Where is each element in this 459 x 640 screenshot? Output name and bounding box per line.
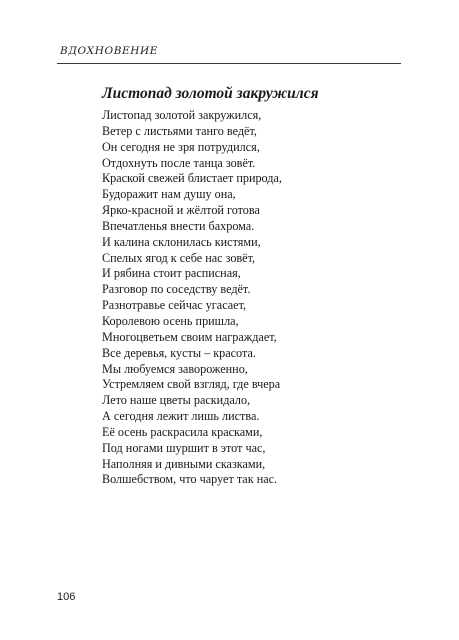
poem-line: Наполняя и дивными сказками, — [102, 456, 266, 471]
poem-line: И рябина стоит расписная, — [102, 266, 241, 281]
poem-line: Он сегодня не зря потрудился, — [102, 139, 260, 154]
poem-line: Мы любуемся завороженно, — [102, 361, 248, 376]
poem-line: Под ногами шуршит в этот час, — [102, 440, 266, 455]
header-rule — [57, 63, 401, 64]
poem-line: Краской свежей блистает природа, — [102, 171, 282, 186]
poem-line: Устремляем свой взгляд, где вчера — [102, 377, 281, 392]
poem-line: Листопад золотой закружился, — [102, 108, 262, 122]
poem-line: Все деревья, кусты – красота. — [102, 345, 256, 360]
poem-line: Отдохнуть после танца зовёт. — [102, 155, 256, 170]
poem-line: Волшебством, что чарует так нас. — [102, 472, 278, 487]
poem-line: Разговор по соседству ведёт. — [102, 282, 251, 297]
poem-line: Королевою осень пришла, — [102, 313, 239, 328]
page-number: 106 — [57, 591, 76, 603]
poem-line: Впечатленья внести бахрома. — [102, 218, 255, 233]
poem-line: Её осень раскрасила красками, — [102, 424, 263, 439]
poem-line: А сегодня лежит лишь листва. — [102, 409, 260, 424]
poem-line: Будоражит нам душу она, — [102, 187, 236, 202]
poem-body — [102, 108, 282, 488]
poem-line: Ветер с листьями танго ведёт, — [102, 123, 257, 138]
running-head: ВДОХНОВЕНИЕ — [60, 45, 159, 57]
poem-line: И калина склонилась кистями, — [102, 234, 261, 249]
poem-line: Ярко-красной и жёлтой готова — [102, 203, 260, 218]
poem-line: Лето наше цветы раскидало, — [102, 393, 251, 408]
poem-title: Листопад золотой закружился — [102, 85, 319, 102]
poem-line: Разнотравье сейчас угасает, — [102, 298, 247, 313]
poem-line: Многоцветьем своим награждает, — [102, 329, 277, 344]
poem-line: Спелых ягод к себе нас зовёт, — [102, 250, 256, 265]
